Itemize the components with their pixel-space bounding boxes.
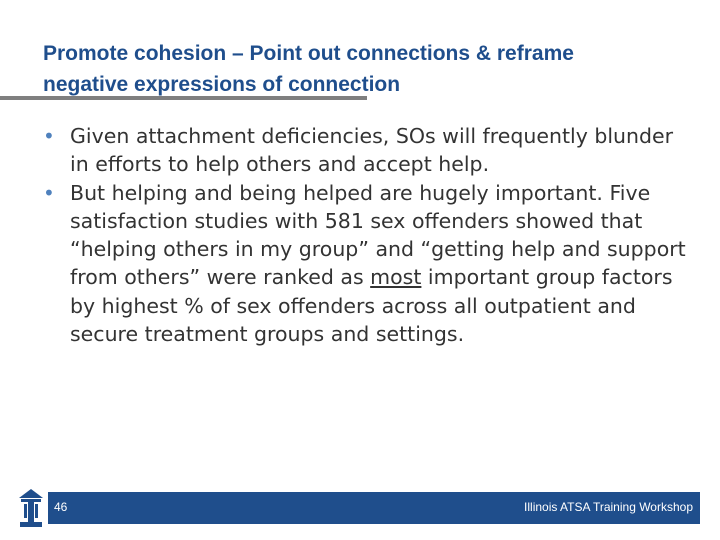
slide-number: 46: [54, 500, 68, 514]
bullet-item-1: [43, 122, 693, 179]
slide-title: [43, 38, 703, 100]
bullet-item-2: [43, 179, 693, 349]
bullet-text-after: important group factors by highest % of sex offenders across all outpatient and secure treatment groups and settings.: [70, 265, 673, 347]
bullet-text-before: But helping and being helped are hugely important. Five satisfaction studies with 581 sex offenders showed that “helping others in my group” and “getting help and support from others” were ranked as: [70, 180, 686, 290]
footer-org-text: Illinois ATSA Training Workshop: [524, 500, 693, 514]
bullet-marker: •: [43, 124, 55, 148]
bullet-text: Given attachment deficiencies, SOs will frequently blunder in efforts to help others and accept help.: [70, 124, 674, 177]
title-line-2: negative expressions of connection: [43, 73, 401, 96]
title-underline-rule: [0, 96, 367, 100]
atsa-logo-icon: [16, 487, 46, 529]
title-line-1: Promote cohesion – Point out connections & reframe: [43, 42, 574, 65]
underlined-emphasis: most: [370, 265, 422, 290]
bullet-marker: •: [43, 180, 55, 205]
bullet-list: [43, 122, 693, 348]
